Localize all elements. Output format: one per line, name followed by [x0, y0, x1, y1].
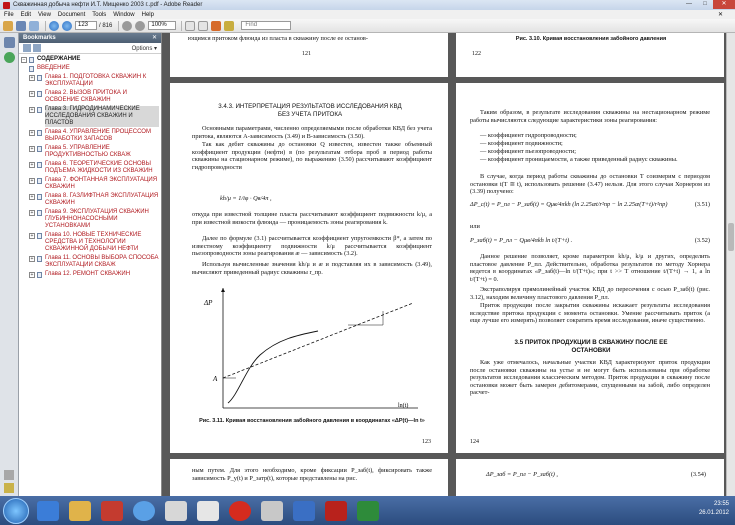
x-axis-label: ln(t): [398, 403, 409, 409]
notepad-icon[interactable]: [197, 501, 219, 521]
bookmark-options-button[interactable]: Options ▾: [131, 45, 157, 52]
word-icon[interactable]: [293, 501, 315, 521]
y-axis-arrow-icon: [221, 288, 225, 292]
formula: kh/μ = 1/iφ · Qв/4π ,: [220, 195, 272, 202]
bookmark-item[interactable]: + Глава 4. УПРАВЛЕНИЕ ПРОЦЕССОМ ВЫРАБОТКИ ЗАПАСОВ: [30, 129, 151, 142]
delete-bookmark-icon[interactable]: [23, 44, 31, 52]
fit-page-icon[interactable]: [185, 21, 195, 31]
bookmark-icon: [37, 256, 42, 262]
bookmark-item[interactable]: ВВЕДЕНИЕ: [29, 65, 161, 72]
page-number: 123: [422, 439, 431, 445]
bookmark-icon: [37, 233, 42, 239]
bookmark-item[interactable]: + Глава 5. УПРАВЛЕНИЕ ПРОДУКТИВНОСТЬЮ СКВАЖ: [30, 145, 131, 158]
scrollbar-thumb[interactable]: [728, 223, 734, 251]
menu-bar: [0, 10, 735, 19]
page-total: / 816: [99, 22, 113, 29]
page-122: [456, 33, 724, 77]
open-icon[interactable]: [3, 21, 13, 31]
bookmark-icon: [37, 146, 42, 152]
toolbar: [0, 19, 735, 33]
expand-icon[interactable]: +: [30, 162, 34, 168]
buildup-curve: [228, 331, 318, 403]
skype-icon[interactable]: [133, 501, 155, 521]
bookmark-item[interactable]: + Глава 1. ПОДГОТОВКА СКВАЖИН К ЭКСПЛУАТАЦИИ: [30, 74, 147, 87]
next-page-icon[interactable]: [62, 21, 72, 31]
close-window-button[interactable]: ✕: [713, 0, 735, 9]
page-text: ющимся притоком флюида из пласта в скважину после ее останов-: [188, 35, 369, 42]
bookmark-icon: [29, 57, 34, 63]
paragraph: Таким образом, в результате исследования скважины на нестационарном режиме работы вычисляются следующие характеристики зоны реагирования:: [470, 109, 710, 124]
expand-icon[interactable]: +: [30, 130, 34, 136]
expand-icon[interactable]: +: [30, 194, 34, 200]
expand-icon[interactable]: +: [30, 272, 34, 278]
page-124: [456, 83, 724, 453]
paragraph: или: [470, 223, 480, 230]
y-axis-label: ΔP: [204, 299, 213, 307]
window-title: Скважинная добыча нефти И.Т. Мищенко 2003 г..pdf - Adobe Reader: [13, 2, 203, 8]
fit-width-icon[interactable]: [198, 21, 208, 31]
email-icon[interactable]: [29, 21, 39, 31]
section-subheading: БЕЗ УЧЕТА ПРИТОКА: [277, 111, 343, 118]
expand-icon[interactable]: +: [30, 256, 34, 262]
bookmark-root[interactable]: − СОДЕРЖАНИЕ: [22, 56, 81, 63]
bookmarks-header: [19, 33, 161, 43]
zoom-out-icon[interactable]: [122, 21, 132, 31]
menu-view[interactable]: View: [38, 11, 51, 18]
bookmark-icon: [37, 194, 42, 200]
page-number: 121: [302, 51, 311, 57]
bookmarks-toolbar: [19, 43, 161, 54]
print-icon[interactable]: [16, 21, 26, 31]
formula-3-52: P_заб(t) = P_пл − Qμв/4πkh ln t/(T+t) . (3.52): [470, 237, 710, 244]
paragraph: Основными параметрами, численно определяемыми после обработки КВД без учета притока, являются A-зависимость (3.49) и B-зависимость (3.50).: [192, 125, 432, 140]
paragraph: Так как дебит скважины до остановки Q известен, известен также объемный коэффициент продукции (нефти) в (по результатам отбора проб в период работы скважины на стационарном режиме), по выражению (3.50) рассчитывают коэффициент гидропроводности: [192, 141, 432, 171]
section-heading: 3.5 ПРИТОК ПРОДУКЦИИ В СКВАЖИНУ ПОСЛЕ ЕЕ ОСТАНОВКИ: [514, 339, 668, 354]
bookmarks-title: Bookmarks: [23, 35, 56, 41]
paragraph: ным путем. Для этого необходимо, кроме фиксации P_заб(t), фиксировать также зависимость P_у(t) и P_затр(t), которые представлены на рис.: [192, 467, 432, 482]
expand-icon[interactable]: +: [30, 210, 34, 216]
ie-icon[interactable]: [37, 501, 59, 521]
bookmark-icon: [37, 162, 42, 168]
clock-time: 23:55: [713, 501, 729, 507]
bullet-item: — коэффициент подвижности;: [480, 140, 563, 147]
expand-icon[interactable]: +: [30, 178, 34, 184]
formula-3-54: ΔP_заб = P_пл − P_заб(t) , (3.54): [486, 471, 706, 478]
comment-icon[interactable]: [224, 21, 234, 31]
zoom-in-icon[interactable]: [135, 21, 145, 31]
expand-icon[interactable]: +: [30, 233, 34, 239]
bookmark-item[interactable]: + Глава 6. ТЕОРЕТИЧЕСКИЕ ОСНОВЫ ПОДЪЕМА ЖИДКОСТИ ИЗ СКВАЖИН: [30, 161, 153, 174]
paragraph: Данное решение позволяет, кроме параметров kh/μ, k/μ и других, определить пластовое давление P_пл. Действительно, обработка результатов по методу Хорнера ведется в координатах «P_заб(t)—ln t/(T+t)»; при t >> T отношение t/(T+t) → 1, а ln t/(T+t) = 0.: [470, 253, 710, 283]
bookmark-icon: [37, 91, 42, 97]
bookmark-tree: [19, 54, 161, 278]
minimize-button[interactable]: —: [686, 1, 692, 7]
bookmark-item[interactable]: + Глава 11. ОСНОВЫ ВЫБОРА СПОСОБА ЭКСПЛУАТАЦИИ СКВАЖ: [30, 255, 159, 268]
comments-icon[interactable]: [4, 483, 14, 493]
trend-line: [223, 303, 413, 378]
paragraph: Приток продукции после закрытия скважины искажает результаты исследования вследствие притока продукции с момента остановки. Умение рассчитывать приток (а еще лучше его измерять) позволяет сократить время исследования, иначе существенно.: [470, 302, 710, 325]
figure-caption: Рис. 3.11. Кривая восстановления забойного давления в координатах «ΔP(t)—ln t»: [199, 418, 425, 424]
menu-document[interactable]: Document: [57, 11, 86, 18]
vertical-scrollbar[interactable]: [726, 33, 735, 496]
paragraph: Далее по формуле (3.1) рассчитывается коэффициент упругоемкости β*, а затем по известному коэффициенту подвижности k/μ рассчитывается коэффициент пьезопроводности зоны реагирования æ — зависимость (3.2).: [192, 235, 432, 258]
new-bookmark-icon[interactable]: [33, 44, 41, 52]
bullet-item: — коэффициент проницаемости, а также приведенный радиус скважины.: [480, 156, 678, 163]
close-document-button[interactable]: ✕: [717, 12, 723, 18]
system-tray[interactable]: [699, 500, 729, 518]
pressure-buildup-figure: [198, 283, 428, 413]
bookmark-item[interactable]: + Глава 8. ГАЗЛИФТНАЯ ЭКСПЛУАТАЦИЯ СКВАЖИН: [30, 193, 159, 206]
clock-date: 26.01.2012: [698, 510, 729, 516]
bookmarks-panel-icon[interactable]: [4, 52, 15, 63]
bookmark-icon: [37, 210, 42, 216]
paragraph: Экстраполируя прямолинейный участок КВД до пересечения с осью P_заб(t) (рис. 3.12), находим величину пластового давления P_пл.: [470, 286, 710, 301]
navigation-pane-strip: [0, 33, 19, 496]
bookmark-item[interactable]: + Глава 10. НОВЫЕ ТЕХНИЧЕСКИЕ СРЕДСТВА И ТЕХНОЛОГИИ СКВАЖИННОЙ ДОБЫЧИ НЕФТИ: [30, 232, 142, 252]
bookmark-item[interactable]: + Глава 2. ВЫЗОВ ПРИТОКА И ОСВОЕНИЕ СКВАЖИН: [30, 90, 127, 103]
formula-3-51: ΔP_c(t) = P_пл − P_заб(t) = Qμв/4πkh (ln 2.25æt/r²пр − ln 2.25æ(T+t)/r²пр) (3.51): [470, 201, 710, 208]
opera-icon[interactable]: [229, 501, 251, 521]
bookmark-item-selected[interactable]: + Глава 3. ГИДРОДИНАМИЧЕСКИЕ ИССЛЕДОВАНИЯ СКВАЖИН И ПЛАСТОВ: [29, 106, 161, 127]
bookmark-icon: [37, 75, 42, 81]
bookmark-icon: [37, 107, 42, 113]
adobe-reader-task-icon[interactable]: [325, 501, 347, 521]
bookmarks-panel: [19, 33, 162, 496]
paragraph: Используя вычисленные значения kh/μ и æ и подставляя их в зависимость (3.49), вычисляют приведенный радиус скважины r_пр.: [192, 261, 432, 276]
title-bar: [0, 0, 735, 10]
page-123: [170, 83, 448, 453]
bookmark-icon: [37, 178, 42, 184]
media-player-icon[interactable]: [101, 501, 123, 521]
bullet-item: — коэффициент гидропроводности;: [480, 132, 577, 139]
bullet-item: — коэффициент пьезопроводности;: [480, 148, 577, 155]
maximize-button[interactable]: □: [703, 1, 707, 7]
excel-icon[interactable]: [357, 501, 379, 521]
paragraph: Как уже отмечалось, начальные участки КВД характеризуют приток продукции после остановки скважины на устье и не могут быть использованы при обработке результатов исследования классическим методом. Приток продукции в скважину после остановки может быть замерен дебитомерами, спущенными на забой, либо определен расчет-: [470, 359, 710, 397]
adobe-reader-icon: [3, 2, 10, 9]
expand-icon[interactable]: +: [30, 107, 34, 113]
intercept-label: A: [213, 375, 218, 383]
page-number: 122: [472, 51, 481, 57]
taskbar: [0, 496, 735, 525]
close-bookmarks-button[interactable]: ✕: [151, 35, 157, 41]
paragraph: В случае, когда период работы скважины до остановки T соизмерим с периодом остановки t(T ≅ t), использовать решение (3.47) нельзя. Для этого случая Хорнером из (3.39) получено:: [470, 173, 710, 196]
find-input[interactable]: Find: [241, 21, 291, 30]
menu-file[interactable]: File: [4, 11, 14, 18]
expand-icon[interactable]: +: [30, 75, 34, 81]
collapse-icon[interactable]: −: [22, 57, 26, 63]
bookmark-item[interactable]: + Глава 12. РЕМОНТ СКВАЖИН: [30, 271, 131, 278]
calculator-icon[interactable]: [165, 501, 187, 521]
expand-icon[interactable]: +: [30, 146, 34, 152]
paragraph: откуда при известной толщине пласта рассчитывают коэффициент подвижности k/μ, а при известной вязкости флюида — проницаемость зоны реагирования k.: [192, 211, 432, 226]
bookmark-item[interactable]: + Глава 9. ЭКСПЛУАТАЦИЯ СКВАЖИН ГЛУБИННОНАСОСНЫМИ УСТАНОВКАМИ: [30, 209, 149, 229]
attachments-icon[interactable]: [4, 470, 14, 480]
page-number-input[interactable]: 123: [75, 21, 97, 30]
menu-edit[interactable]: Edit: [20, 11, 32, 18]
page-125: [170, 459, 448, 496]
menu-tools[interactable]: Tools: [92, 11, 107, 18]
document-view[interactable]: [162, 33, 735, 496]
menu-window[interactable]: Window: [113, 11, 135, 18]
pages-panel-icon[interactable]: [4, 37, 15, 48]
bookmark-item[interactable]: + Глава 7. ФОНТАННАЯ ЭКСПЛУАТАЦИЯ СКВАЖИН: [30, 177, 158, 190]
section-heading: 3.4.3. ИНТЕРПРЕТАЦИЯ РЕЗУЛЬТАТОВ ИССЛЕДОВАНИЯ КВД: [218, 103, 402, 110]
menu-help[interactable]: Help: [141, 11, 154, 18]
page-number: 124: [470, 439, 479, 445]
previous-page-icon[interactable]: [49, 21, 59, 31]
figure-caption: Рис. 3.10. Кривая восстановления забойного давления: [515, 36, 667, 42]
sign-icon[interactable]: [211, 21, 221, 31]
expand-icon[interactable]: +: [30, 91, 34, 97]
bookmark-icon: [37, 272, 42, 278]
zoom-select[interactable]: 100%: [148, 21, 176, 30]
document-icon[interactable]: [261, 501, 283, 521]
start-button[interactable]: [3, 498, 29, 524]
bookmark-icon: [37, 130, 42, 136]
page-126: [456, 459, 724, 496]
explorer-icon[interactable]: [69, 501, 91, 521]
page-121: [170, 33, 448, 77]
bookmark-icon: [29, 66, 34, 72]
